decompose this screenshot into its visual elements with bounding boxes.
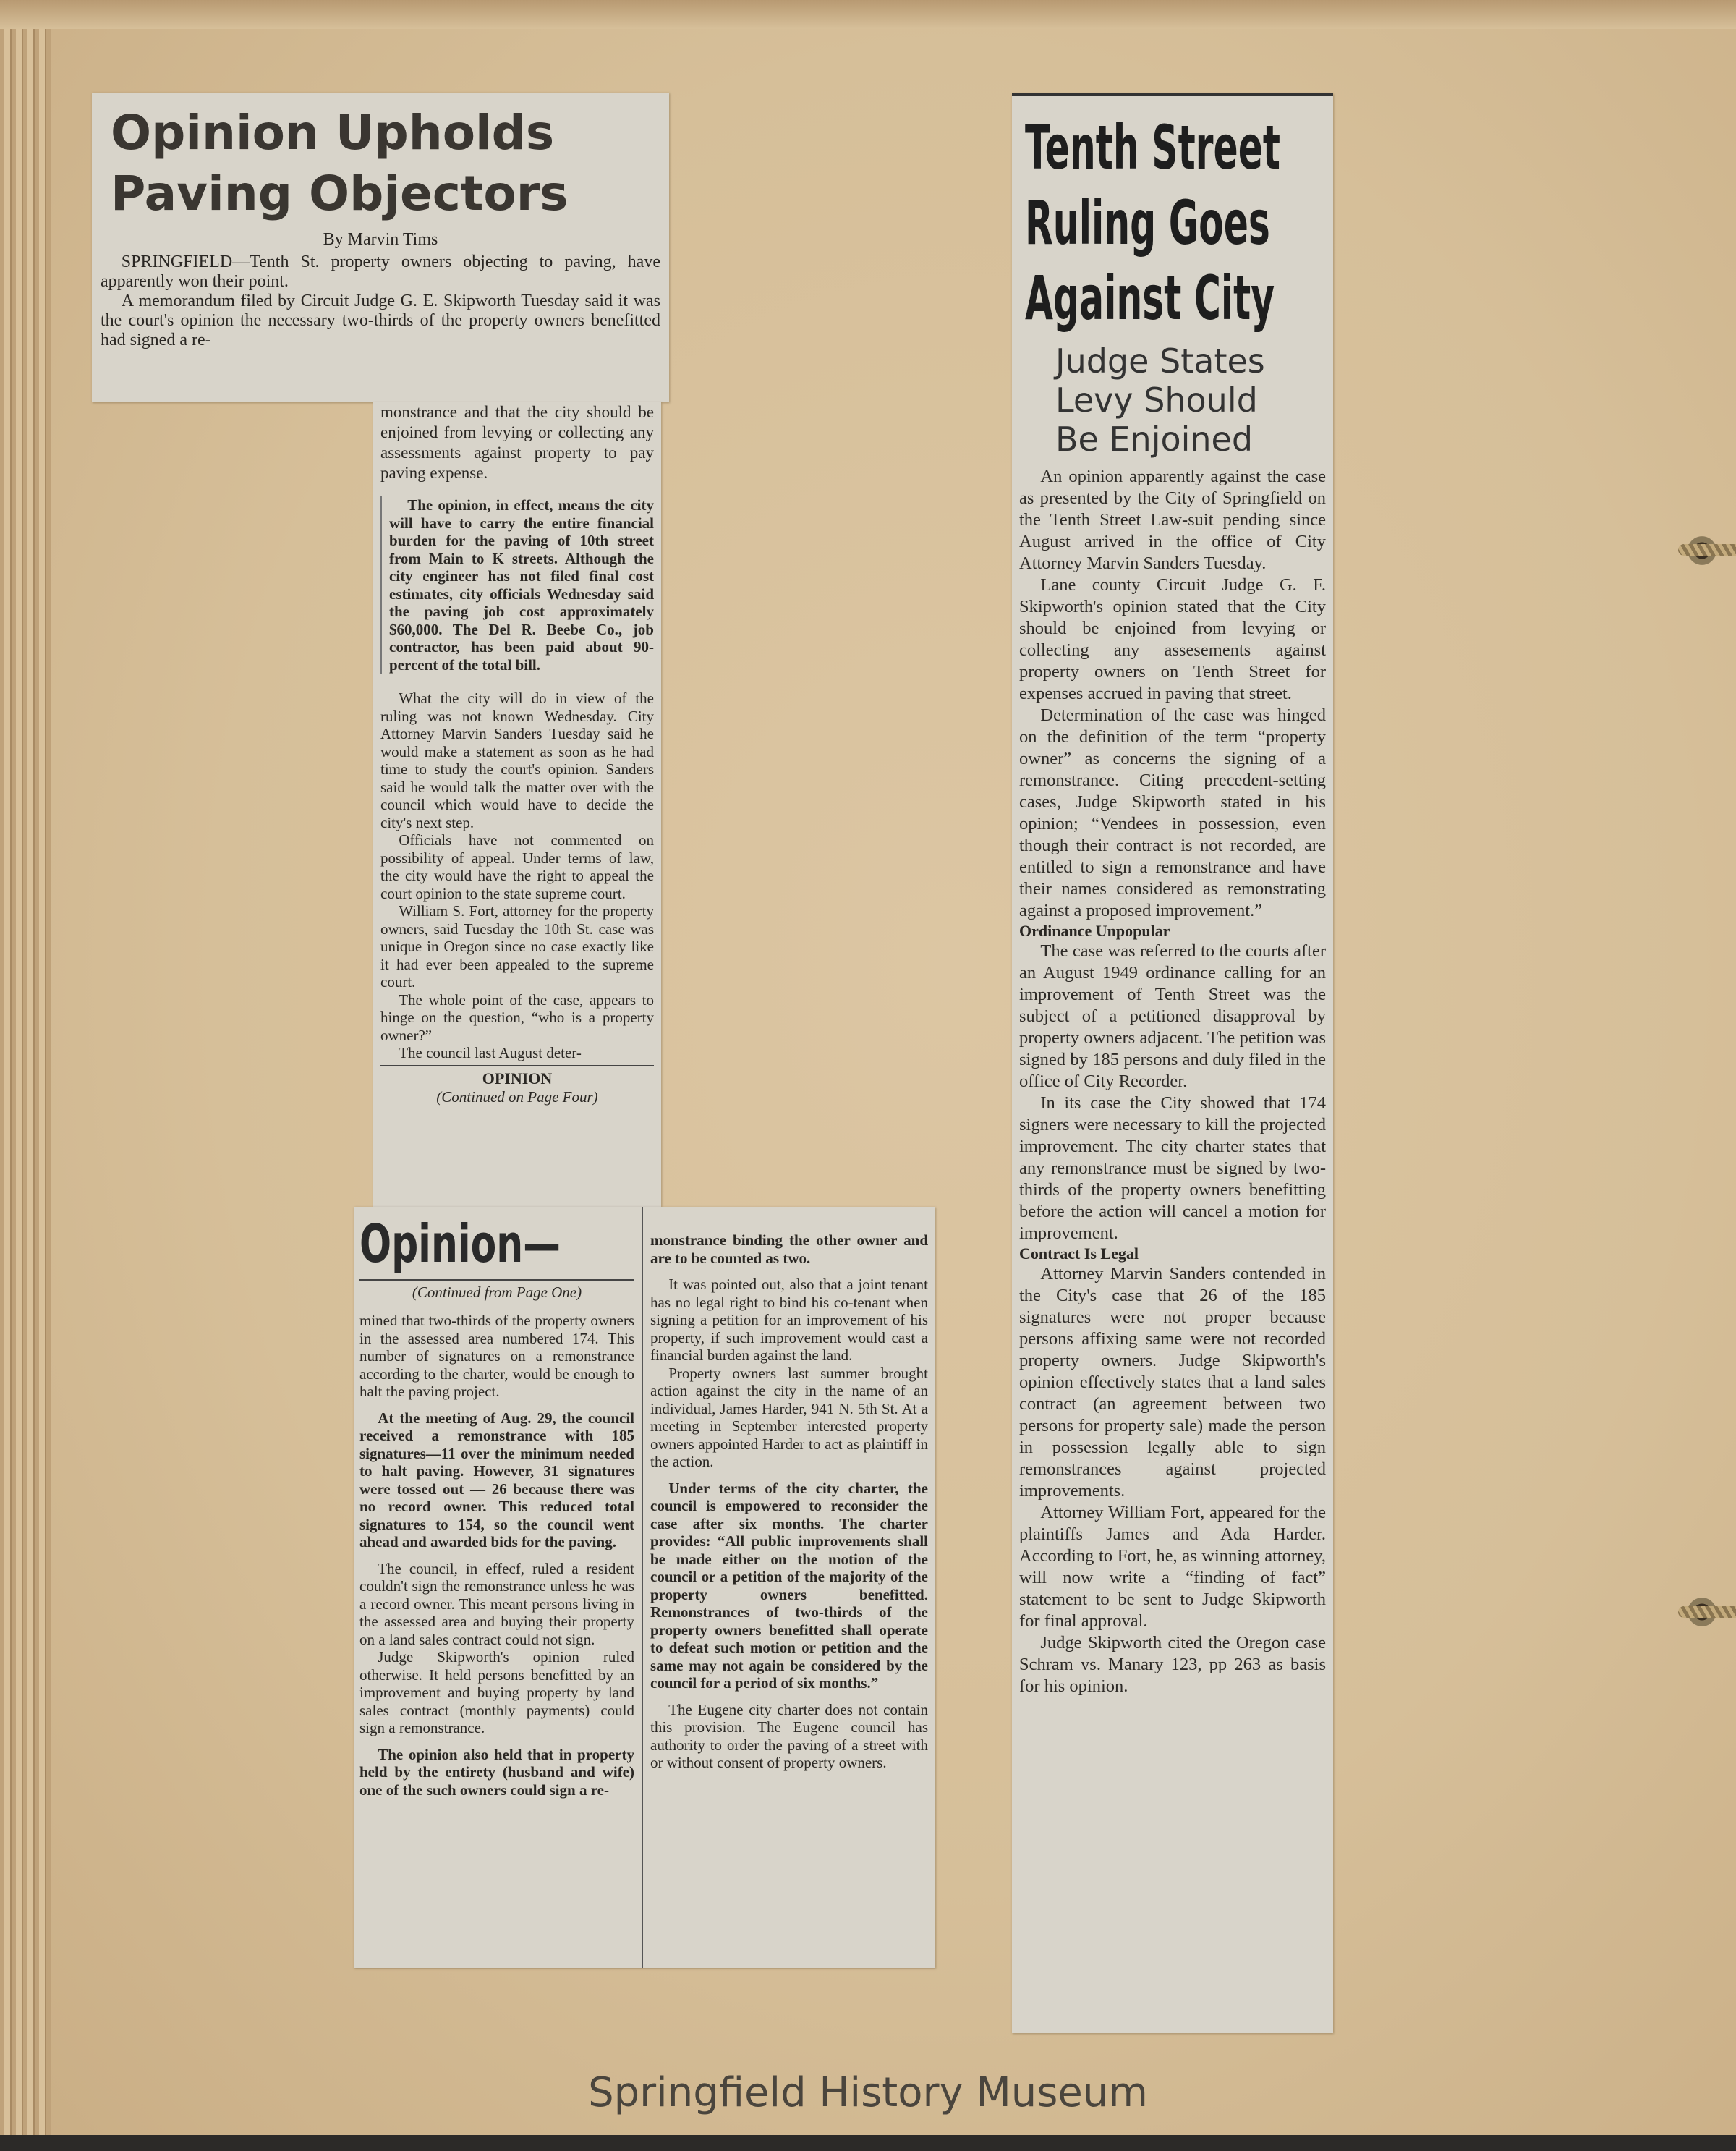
paragraph: SPRINGFIELD—Tenth St. property owners objecting to paving, have apparently won their point. xyxy=(101,253,660,291)
paragraph: An opinion apparently against the case as presented by the City of Springfield on the Tenth Street Law-suit pending since August arrived in the office of City Attorney Marvin Sanders Tuesday. xyxy=(1019,467,1326,573)
paragraph: monstrance binding the other owner and are to be counted as two. xyxy=(650,1231,928,1267)
paragraph: Under terms of the city charter, the council is empowered to reconsider the case after six months. The charter provides: “All public improvements shall be made either on the motion of the council or a petition of the majority of the property owners benefitted. Remonstrances of two-thirds of the property owners benefitted shall operate to defeat such motion or petition and the same may not again be considered by the council for a period of six months.” xyxy=(650,1479,928,1692)
paragraph: The council last August deter- xyxy=(399,1044,582,1061)
paragraph: The whole point of the case, appears to hinge on the question, “who is a property owner?” xyxy=(380,990,654,1044)
continuation-clipping xyxy=(354,1207,935,1968)
paragraph: mined that two-thirds of the property owners in the assessed area numbered 174. This number of signatures on a remonstrance according to the charter, would be enough to halt the paving project. xyxy=(359,1312,634,1400)
divider xyxy=(359,1279,634,1281)
subhead-line: Judge States xyxy=(1055,341,1265,381)
section-subhead: Ordinance Unpopular xyxy=(1019,922,1170,940)
page-top-edge xyxy=(0,0,1736,29)
headline-line: Tenth Street xyxy=(1025,112,1280,183)
paragraph: Attorney William Fort, appeared for the plaintiffs James and Ada Harder. According to Fort, he, as winning attorney, will now write a “finding of fact” statement to be sent to Judge Skipworth for final approval. xyxy=(1019,1503,1326,1631)
byline: By Marvin Tims xyxy=(323,230,438,249)
headline-line: Against City xyxy=(1025,263,1275,334)
paragraph: Judge Skipworth's opinion ruled otherwise. It held persons benefitted by an improvement and buying property by land sales contract (monthly payments) could sign a remonstrance. xyxy=(359,1648,634,1736)
paragraph: What the city will do in view of the ruling was not known Wednesday. City Attorney Marvin Sanders Tuesday said he would make a statement as soon as he had time to study the court's opinion. Sanders said he would talk the matter over with the council which would have to decide the city's next step. xyxy=(380,690,654,831)
paragraph: Judge Skipworth cited the Oregon case Schram vs. Manary 123, pp 263 as basis for his opinion. xyxy=(1019,1633,1326,1696)
headline-line: Ruling Goes xyxy=(1025,187,1270,258)
left-article-column-clipping xyxy=(373,402,661,1207)
column-rule xyxy=(642,1207,643,1968)
boxed-paragraph: The opinion, in effect, means the city will have to carry the entire financial burden for the paving of 10th street from Main to K streets. Although the city engineer has not filed final cost estimates, city officials Wednesday said the paving job cost approximately $60,000. The Del R. Beebe Co., job contractor, has been paid about 90-percent of the total bill. xyxy=(389,496,654,674)
jump-label: OPINION xyxy=(482,1069,553,1087)
paragraph: The case was referred to the courts after an August 1949 ordinance calling for an improvement of Tenth Street was the subject of a petitioned disapproval by property owners adjacent. The petition was signed by 185 persons and duly filed in the office of City Recorder. xyxy=(1019,941,1326,1091)
paragraph: It was pointed out, also that a joint tenant has no legal right to bind his co-tenant when signing a petition for an improvement of his property, if such improvement would cast a financial burden against the land. xyxy=(650,1276,928,1364)
binding-twine xyxy=(1678,1606,1736,1618)
paragraph: A memorandum filed by Circuit Judge G. E. Skipworth Tuesday said it was the court's opinion the necessary two-thirds of the property owners benefitted had signed a re- xyxy=(101,292,660,349)
left-article-headline-clipping xyxy=(92,93,669,402)
page-bottom-edge xyxy=(0,2135,1736,2151)
left-headline xyxy=(111,103,660,224)
section-subhead: Contract Is Legal xyxy=(1019,1244,1139,1263)
subhead-line: Levy Should xyxy=(1055,381,1258,420)
paragraph: Officials have not commented on possibility of appeal. Under terms of law, the city would have the right to appeal the court opinion to the state supreme court. xyxy=(380,831,654,902)
right-headline xyxy=(1025,111,1326,337)
continuation-column-2 xyxy=(646,1223,932,1772)
continuation-note: (Continued from Page One) xyxy=(412,1284,582,1301)
headline-line: Opinion Upholds xyxy=(111,105,555,161)
paragraph: The Eugene city charter does not contain this provision. The Eugene council has authority to order the paving of a street with or without consent of property owners. xyxy=(650,1700,928,1771)
watermark: Springfield History Museum xyxy=(588,2069,1148,2116)
right-subheadline xyxy=(1019,341,1326,459)
paragraph: The opinion also held that in property held by the entirety (husband and wife) one of the such owners could sign a re- xyxy=(359,1745,634,1799)
jump-note: (Continued on Page Four) xyxy=(436,1087,598,1106)
paragraph: Lane county Circuit Judge G. F. Skipworth's opinion stated that the City should be enjoined from levying or collecting any assesements against property owners on Tenth Street for expenses accrued in paving that street. xyxy=(1019,575,1326,703)
paragraph: Determination of the case was hinged on the definition of the term “property owner” as concerns the signing of a remonstrance. Citing precedent-setting cases, Judge Skipworth stated in his opinion; “Vendees in possession, even though their contract is not recorded, are entitled to sign a remonstrance and have their names considered as remonstrating against a proposed improvement.” xyxy=(1019,705,1326,920)
stacked-page-edges xyxy=(0,29,51,2137)
paragraph: Attorney Marvin Sanders contended in the City's case that 26 of the 185 signatures were not proper because persons affixing same were not recorded property owners. Judge Skipworth's opinion effectively states that a land sales contract (an agreement between two persons for property sale) made the person in possession legally able to sign remonstrances against projected improvements. xyxy=(1019,1264,1326,1501)
continuation-column-1 xyxy=(354,1207,640,1807)
paragraph: In its case the City showed that 174 signers were necessary to kill the projected improvement. The city charter states that any remonstrance must be signed by two-thirds of the property owners benefitting before the action will cancel a motion for improvement. xyxy=(1019,1093,1326,1243)
divider xyxy=(380,1065,654,1066)
headline-line: Paving Objectors xyxy=(111,166,569,221)
paragraph: Property owners last summer brought action against the city in the name of an individual, James Harder, 941 N. 5th St. At a meeting in September interested property owners appointed Harder to act as plaintiff in the action. xyxy=(650,1364,928,1470)
paragraph: The council, in effecf, ruled a resident couldn't sign the remonstrance unless he was a record owner. This meant persons living in the assessed area and buying their property on a land sales contract could not sign. xyxy=(359,1559,634,1648)
paragraph: monstrance and that the city should be enjoined from levying or collecting any assessments against property to pay paving expense. xyxy=(380,403,654,482)
binding-twine xyxy=(1678,544,1736,556)
subhead-line: Be Enjoined xyxy=(1055,420,1254,459)
continuation-headline: Opinion— xyxy=(359,1213,561,1274)
paragraph: At the meeting of Aug. 29, the council received a remonstrance with 185 signatures—11 over the minimum needed to halt paving. However, 31 signatures were tossed out — 26 because there was no record owner. This reduced total signatures to 154, so the council went ahead and awarded bids for the paving. xyxy=(359,1409,634,1550)
paragraph: William S. Fort, attorney for the property owners, said Tuesday the 10th St. case was unique in Oregon since no case exactly like it had ever been appealed to the supreme court. xyxy=(380,902,654,990)
right-article-clipping xyxy=(1012,93,1333,2033)
